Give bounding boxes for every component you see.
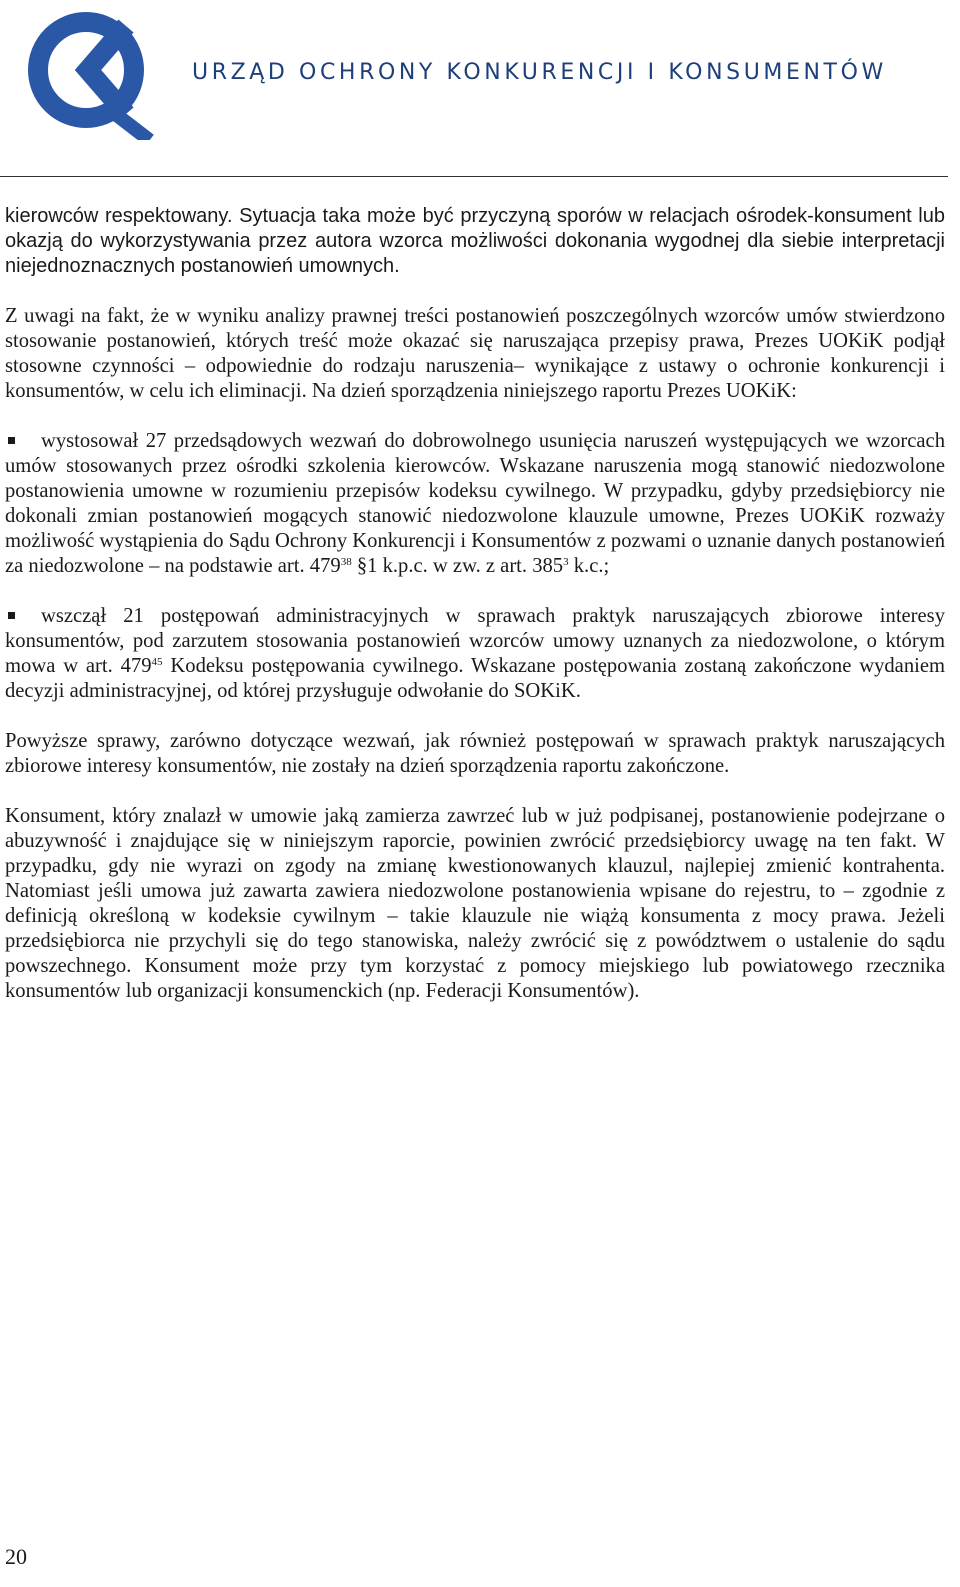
- bullet-item-proceedings: wszczął 21 postępowań administracyjnych w sprawach praktyk naruszających zbiorowe interesy konsumentów, pod zarzutem stosowania postanowień wzorców umowy uznanych za niedozwolone, o którym mowa w art. $479^{45}$ Kodeksu postępowania cywilnego. Wskazane postępowania zostaną zakończone wydaniem decyzji administracyjnej, od której przysługuje odwołanie do SOKiK.: [5, 605, 946, 702]
- document-body: [5, 204, 945, 1004]
- uokik-logo-icon: [26, 8, 160, 140]
- paragraph-consumer-advice: Konsument, który znalazł w umowie jaką zamierza zawrzeć lub w już podpisanej, postanowienie podejrzane o abuzywność i znajdujące się w niniejszym raporcie, powinien zwrócić przedsiębiorcy uwagę na ten fakt. W przypadku, gdy nie wyrazi on zgody na zmianę kwestionowanych klauzul, najlepiej zmienić kontrahenta. Natomiast jeśli umowa już zawarta zawiera niedozwolone postanowienia wpisane do rejestru, to – zgodnie z definicją określoną w kodeksie cywilnym – takie klauzule nie wiążą konsumenta z mocy prawa. Jeżeli przedsiębiorca nie przychyli się do tego stanowiska, należy zwrócić się z powództwem o ustalenie do sądu powszechnego. Konsument może przy tym korzystać z pomocy miejskiego lub powiatowego rzecznika konsumentów lub organizacji konsumenckich (np. Federacji Konsumentów).: [5, 805, 945, 1002]
- page-header: [0, 0, 960, 180]
- paragraph-actions-intro: Z uwagi na fakt, że w wyniku analizy prawnej treści postanowień poszczególnych wzorców umów stwierdzono stosowanie postanowień, których treść może okazać się naruszająca przepisy prawa, Prezes UOKiK podjął stosowne czynności – odpowiednie do rodzaju naruszenia– wynikające z ustawy o ochronie konkurencji i konsumentów, w celu ich eliminacji. Na dzień sporządzenia niniejszego raportu Prezes UOKiK:: [5, 305, 945, 402]
- bullet-square-icon: [8, 437, 15, 444]
- page-number: 20: [5, 1544, 27, 1569]
- header-divider: [0, 176, 948, 177]
- organization-name: URZĄD OCHRONY KONKURENCJI I KONSUMENTÓW: [192, 60, 887, 85]
- paragraph-status: Powyższe sprawy, zarówno dotyczące wezwań, jak również postępowań w sprawach praktyk naruszających zbiorowe interesy konsumentów, nie zostały na dzień sporządzenia raportu zakończone.: [5, 730, 945, 777]
- bullet-item-summons: wystosował 27 przedsądowych wezwań do dobrowolnego usunięcia naruszeń występujących we wzorcach umów stosowanych przez ośrodki szkolenia kierowców. Wskazane naruszenia mogą stanowić niedozwolone postanowienia umowne w rozumieniu przepisów kodeksu cywilnego. W przypadku, gdyby przedsiębiorcy nie dokonali zmian postanowień mogących stanowić niedozwolone klauzule umowne, Prezes UOKiK rozważy możliwość wystąpienia do Sądu Ochrony Konkurencji i Konsumentów z pozwami o uznanie danych postanowień za niedozwolone – na podstawie art. $479^{38}$ §1 k.p.c. w zw. z art. $385^3$ k.c.;: [5, 430, 945, 577]
- bullet-square-icon: [8, 612, 15, 619]
- paragraph-intro-continuation: kierowców respektowany. Sytuacja taka może być przyczyną sporów w relacjach ośrodek-konsument lub okazją do wykorzystywania przez autora wzorca możliwości dokonania wygodnej dla siebie interpretacji niejednoznacznych postanowień umownych.: [5, 205, 945, 277]
